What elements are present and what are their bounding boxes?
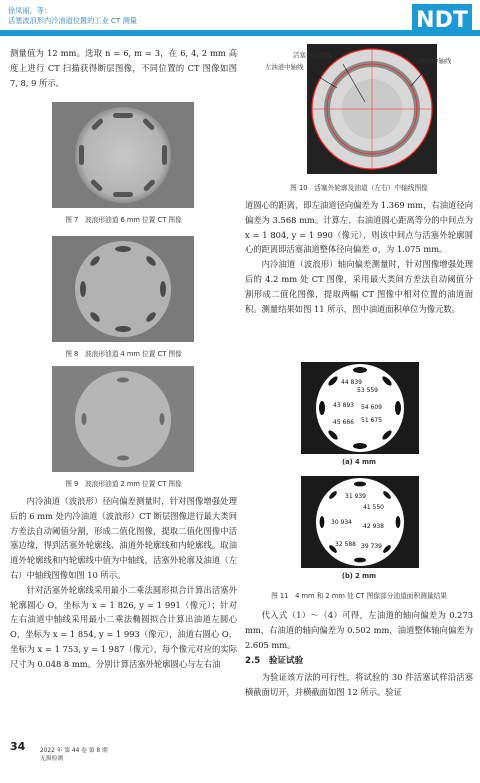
left-intro <box>10 46 237 90</box>
fig11-caption: 图 11 4 mm 和 2 mm 处 CT 图像部分油道面积测量结果 <box>271 592 447 600</box>
label-piston-outer: 活塞外轮廓线 <box>293 51 332 59</box>
fig8-caption: 图 8 波浪形油道 4 mm 位置 CT 图像 <box>65 350 182 358</box>
header-authors: 徐凤丽，等： <box>8 6 52 15</box>
left-paragraph-2: 针对活塞外轮廓线采用最小二乘法圆形拟合计算出活塞外轮廓圆心 O，坐标为 x = 1 826, y = 1 991（像元）；针对左右油道中轴线采用最小二乘法椭圆拟合计算出油道左圆心 O，坐标为 x = 1 854, y = 1 993（像元），油道右圆心 O，坐标为 x = 1 753, y = 1 987（像元），每个像元对应的实际尺寸为 0.048 8 mm。分别计算活塞外轮廓圆心与左右油 <box>10 584 237 669</box>
fig11b-value: 30 934 <box>331 519 352 526</box>
label-right-axis: 右油道中轴线 <box>413 57 452 65</box>
fig8-ct-image <box>52 236 194 342</box>
right-paragraph-1: 道圆心的距离，即左油道径向偏差为 1.369 mm，右油道径向偏差为 3.568 mm。计算左、右油道圆心距离等分的中间点为 x = 1 804, y = 1 990（像元），则该中间点与活塞外轮廓圆心的距离即活塞油道整体径向偏差 σ，为 1.075 mm。 <box>245 200 473 255</box>
fig7-ct-image <box>52 102 194 208</box>
fig11a-value: 54 609 <box>361 404 382 411</box>
fig10-caption: 图 10 活塞外轮廓及油道（左右）中轴线图像 <box>290 184 428 192</box>
fig10-figure <box>245 42 473 176</box>
fig11a-value: 43 893 <box>333 402 354 409</box>
journal-info <box>40 747 108 763</box>
left-body <box>10 494 237 672</box>
fig11b-value: 31 939 <box>345 493 366 500</box>
fig11a-value: 44 839 <box>341 379 362 386</box>
fig11b-image <box>301 476 419 568</box>
right-paragraph-3: 代入式（1）～（4）可得，左油道的轴向偏差为 0.273 mm，右油道的轴向偏差为 0.502 mm，油道整体轴向偏差为 2.605 mm。 <box>245 610 473 650</box>
fig11a-value: 53 559 <box>357 387 378 394</box>
right-paragraph-4: 为验证该方法的可行性，将试验的 30 件活塞试样沿活塞横截面切开，并横截面如图 12 所示。验证 <box>245 672 473 697</box>
fig11b-value: 41 550 <box>363 504 384 511</box>
header-title: 活塞波浪形内冷油道位置的工业 CT 测量 <box>8 16 137 25</box>
fig11b-value: 39 739 <box>361 543 382 550</box>
fig7-caption: 图 7 波浪形油道 6 mm 位置 CT 图像 <box>65 216 182 224</box>
fig11a-value: 45 666 <box>333 419 354 426</box>
ndt-logo <box>412 4 472 34</box>
label-left-axis: 左油道中轴线 <box>265 63 304 71</box>
fig11a-image <box>301 362 419 454</box>
header-rule <box>0 30 480 36</box>
right-body-top <box>245 198 473 316</box>
journal-issue: 2022 年 第 44 卷 第 8 期 <box>40 748 108 754</box>
left-paragraph-1: 内冷油道（波浪形）径向偏差测量时，针对图像增强处理后的 6 mm 处内冷油道（波浪形）CT 断层图像进行最大类间方差法自动阈值分割，形成二值化图像，提取二值化图像中活塞边缘，得到活塞外轮廓线、油道外轮廓线和内轮廓线。取油道外轮廓线和内轮廓线中值为中轴线，活塞外轮廓及油道（左右）中轴线图像如图 10 所示。 <box>10 496 237 580</box>
page-number: 34 <box>10 740 26 753</box>
fig11a-label: (a) 4 mm <box>342 458 376 466</box>
section-heading: 2.5 验证试验 <box>245 656 304 667</box>
right-body-bottom <box>245 608 473 700</box>
intro-paragraph: 测量值为 12 mm。选取 n = 6, m = 3，在 6, 4, 2 mm 高度上进行 CT 扫描获得断层图像，不同位置的 CT 图像如图 7, 8, 9 所示。 <box>10 48 237 88</box>
logo-text: NDT <box>416 8 468 33</box>
fig11b-value: 42 938 <box>363 523 384 530</box>
right-paragraph-2: 内冷油道（波浪形）轴向偏差测量时，针对图像增强处理后的 4.2 mm 处 CT 图像，采用最大类间方差法自动阈值分割形成二值化图像，提取两幅 CT 图像中相对位置的油道面积。测量结果如图 11 所示，图中油道面积单位为像元数。 <box>245 259 473 314</box>
fig11a-value: 51 675 <box>361 417 382 424</box>
fig11b-value: 32 588 <box>335 541 356 548</box>
running-header <box>8 6 137 26</box>
fig9-caption: 图 9 波浪形油道 2 mm 位置 CT 图像 <box>65 480 182 488</box>
journal-name: 无损检测 <box>40 756 64 762</box>
fig11b-label: (b) 2 mm <box>341 572 377 580</box>
fig9-ct-image <box>52 366 194 472</box>
